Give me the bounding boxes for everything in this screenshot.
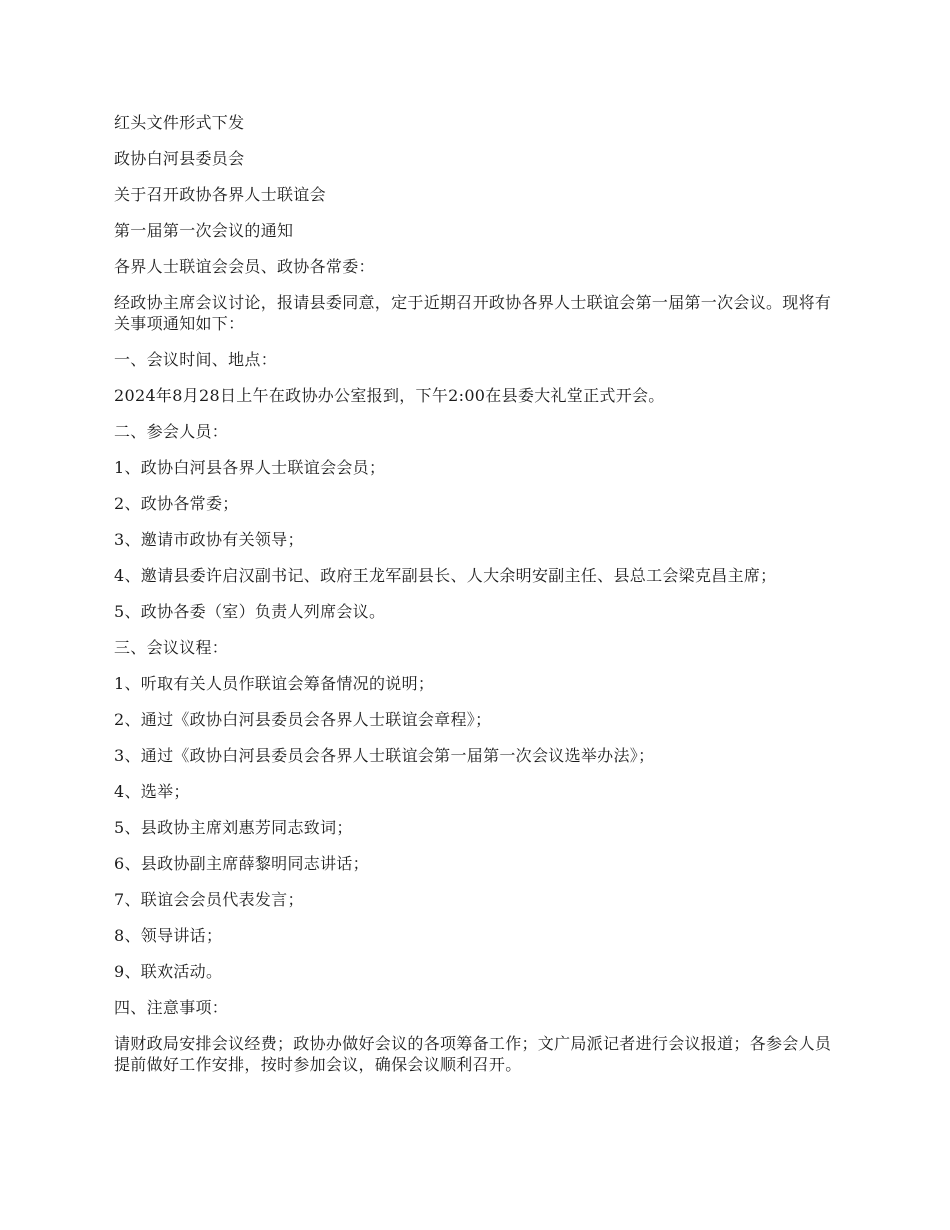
section-heading-attendees: 二、参会人员： (114, 422, 229, 441)
attendee-item: 2、政协各常委； (114, 494, 239, 513)
notes-paragraph: 请财政局安排会议经费；政协办做好会议的各项筹备工作；文广局派记者进行会议报道；各参会人员提前做好工作安排，按时参加会议，确保会议顺利召开。 (114, 1034, 832, 1074)
salutation: 各界人士联谊会会员、政协各常委： (114, 257, 375, 276)
attendee-item: 3、邀请市政协有关领导； (114, 530, 304, 549)
distribution-note: 红头文件形式下发 (114, 113, 245, 132)
agenda-item: 1、听取有关人员作联谊会筹备情况的说明； (114, 674, 435, 693)
attendee-item: 4、邀请县委许启汉副书记、政府王龙军副县长、人大余明安副主任、县总工会梁克昌主席； (114, 566, 777, 585)
agenda-item: 6、县政协副主席薛黎明同志讲话； (114, 854, 369, 873)
section-heading-agenda: 三、会议议程： (114, 638, 229, 657)
agenda-item: 4、选举； (114, 782, 190, 801)
agenda-item: 2、通过《政协白河县委员会各界人士联谊会章程》； (114, 710, 492, 729)
section-heading-notes: 四、注意事项： (114, 998, 229, 1017)
document-body (114, 112, 839, 1090)
agenda-item: 3、通过《政协白河县委员会各界人士联谊会第一届第一次会议选举办法》； (114, 746, 655, 765)
agenda-item: 9、联欢活动。 (114, 962, 223, 981)
time-place-detail: 2024年8月28日上午在政协办公室报到，下午2:00在县委大礼堂正式开会。 (114, 386, 665, 405)
section-heading-time-place: 一、会议时间、地点： (114, 350, 278, 369)
issuing-organization: 政协白河县委员会 (114, 149, 245, 168)
agenda-item: 8、领导讲话； (114, 926, 223, 945)
attendee-item: 1、政协白河县各界人士联谊会会员； (114, 458, 386, 477)
attendee-item: 5、政协各委（室）负责人列席会议。 (114, 602, 386, 621)
notice-title-line-1: 关于召开政协各界人士联谊会 (114, 185, 326, 204)
notice-title-line-2: 第一届第一次会议的通知 (114, 221, 294, 240)
agenda-item: 5、县政协主席刘惠芳同志致词； (114, 818, 353, 837)
intro-paragraph: 经政协主席会议讨论，报请县委同意，定于近期召开政协各界人士联谊会第一届第一次会议。现将有关事项通知如下： (114, 293, 832, 333)
agenda-item: 7、联谊会会员代表发言； (114, 890, 304, 909)
